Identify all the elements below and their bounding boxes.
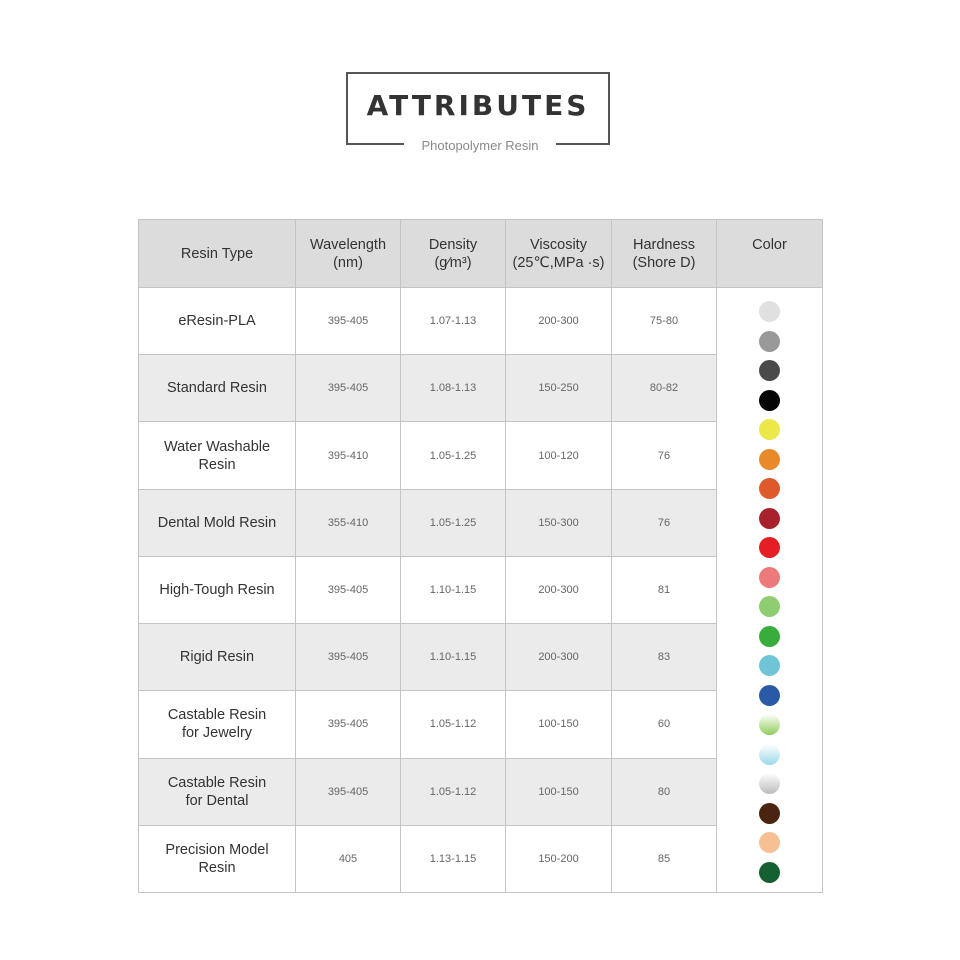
cell-resin-type [139, 355, 296, 422]
resin-type-line: eResin-PLA [178, 313, 256, 330]
cell-wavelength: 395-405 [296, 355, 401, 422]
cell-resin-type [139, 691, 296, 758]
header-wavelength: Wavelength (nm) [296, 220, 401, 288]
table-row [139, 288, 823, 355]
resin-type-line: Water Washable [163, 438, 271, 455]
header-color: Color [717, 220, 823, 288]
cell-hardness: 83 [612, 624, 717, 691]
color-swatch-list [717, 301, 822, 891]
cell-resin-type [139, 758, 296, 825]
cell-viscosity: 150-200 [506, 825, 612, 892]
color-swatch [759, 567, 780, 588]
color-swatch [759, 685, 780, 706]
cell-density: 1.08-1.13 [401, 355, 506, 422]
cell-viscosity: 100-150 [506, 758, 612, 825]
resin-type-line: Resin [198, 456, 236, 473]
resin-type-line: for Jewelry [181, 725, 253, 742]
cell-resin-type [139, 556, 296, 623]
color-swatch [759, 360, 780, 381]
color-swatch [759, 478, 780, 499]
cell-resin-type [139, 624, 296, 691]
attributes-table [138, 219, 823, 893]
cell-density: 1.10-1.15 [401, 624, 506, 691]
color-swatch [759, 714, 780, 735]
cell-hardness: 76 [612, 489, 717, 556]
resin-type-line: Castable Resin [167, 707, 267, 724]
cell-hardness: 60 [612, 691, 717, 758]
cell-density: 1.05-1.25 [401, 422, 506, 489]
cell-wavelength: 355-410 [296, 489, 401, 556]
cell-hardness: 75-80 [612, 288, 717, 355]
cell-wavelength: 395-410 [296, 422, 401, 489]
page-title: ATTRIBUTES [366, 89, 590, 122]
cell-density: 1.05-1.12 [401, 691, 506, 758]
cell-resin-type [139, 489, 296, 556]
table-body [139, 288, 823, 893]
cell-density: 1.13-1.15 [401, 825, 506, 892]
resin-type-line: Dental Mold Resin [157, 514, 277, 531]
color-swatch [759, 331, 780, 352]
resin-type-line: Resin [198, 859, 236, 876]
cell-wavelength: 395-405 [296, 758, 401, 825]
color-swatch-column [717, 288, 823, 893]
header-resin-type: Resin Type [139, 220, 296, 288]
color-swatch [759, 301, 780, 322]
cell-wavelength: 395-405 [296, 556, 401, 623]
subtitle-wrap [404, 137, 556, 155]
cell-density: 1.10-1.15 [401, 556, 506, 623]
cell-hardness: 80 [612, 758, 717, 825]
attributes-table-wrap [138, 219, 822, 893]
color-swatch [759, 390, 780, 411]
color-swatch [759, 596, 780, 617]
table-header-row [139, 220, 823, 288]
color-swatch [759, 449, 780, 470]
title-box [346, 72, 610, 145]
color-swatch [759, 744, 780, 765]
resin-type-line: for Dental [185, 792, 249, 809]
color-swatch [759, 626, 780, 647]
cell-resin-type [139, 288, 296, 355]
cell-wavelength: 395-405 [296, 624, 401, 691]
color-swatch [759, 803, 780, 824]
cell-viscosity: 100-150 [506, 691, 612, 758]
cell-viscosity: 200-300 [506, 556, 612, 623]
resin-type-line: Rigid Resin [179, 649, 255, 666]
color-swatch [759, 537, 780, 558]
cell-resin-type [139, 825, 296, 892]
cell-hardness: 76 [612, 422, 717, 489]
resin-type-line: Precision Model [165, 841, 269, 858]
resin-type-line: Castable Resin [167, 774, 267, 791]
color-swatch [759, 508, 780, 529]
resin-type-line: High-Tough Resin [159, 581, 275, 598]
color-swatch [759, 655, 780, 676]
header-hardness: Hardness (Shore D) [612, 220, 717, 288]
cell-density: 1.05-1.12 [401, 758, 506, 825]
cell-viscosity: 100-120 [506, 422, 612, 489]
cell-hardness: 81 [612, 556, 717, 623]
cell-density: 1.05-1.25 [401, 489, 506, 556]
cell-wavelength: 395-405 [296, 288, 401, 355]
cell-hardness: 80-82 [612, 355, 717, 422]
cell-viscosity: 150-300 [506, 489, 612, 556]
resin-type-line: Standard Resin [167, 380, 267, 397]
cell-hardness: 85 [612, 825, 717, 892]
color-swatch [759, 773, 780, 794]
color-swatch [759, 832, 780, 853]
cell-viscosity: 200-300 [506, 624, 612, 691]
cell-viscosity: 200-300 [506, 288, 612, 355]
cell-viscosity: 150-250 [506, 355, 612, 422]
color-swatch [759, 862, 780, 883]
header-density: Density (g∕m³) [401, 220, 506, 288]
header-viscosity: Viscosity (25℃,MPa ·s) [506, 220, 612, 288]
color-swatch [759, 419, 780, 440]
cell-density: 1.07-1.13 [401, 288, 506, 355]
cell-wavelength: 405 [296, 825, 401, 892]
cell-resin-type [139, 422, 296, 489]
cell-wavelength: 395-405 [296, 691, 401, 758]
page-subtitle: Photopolymer Resin [421, 138, 539, 153]
